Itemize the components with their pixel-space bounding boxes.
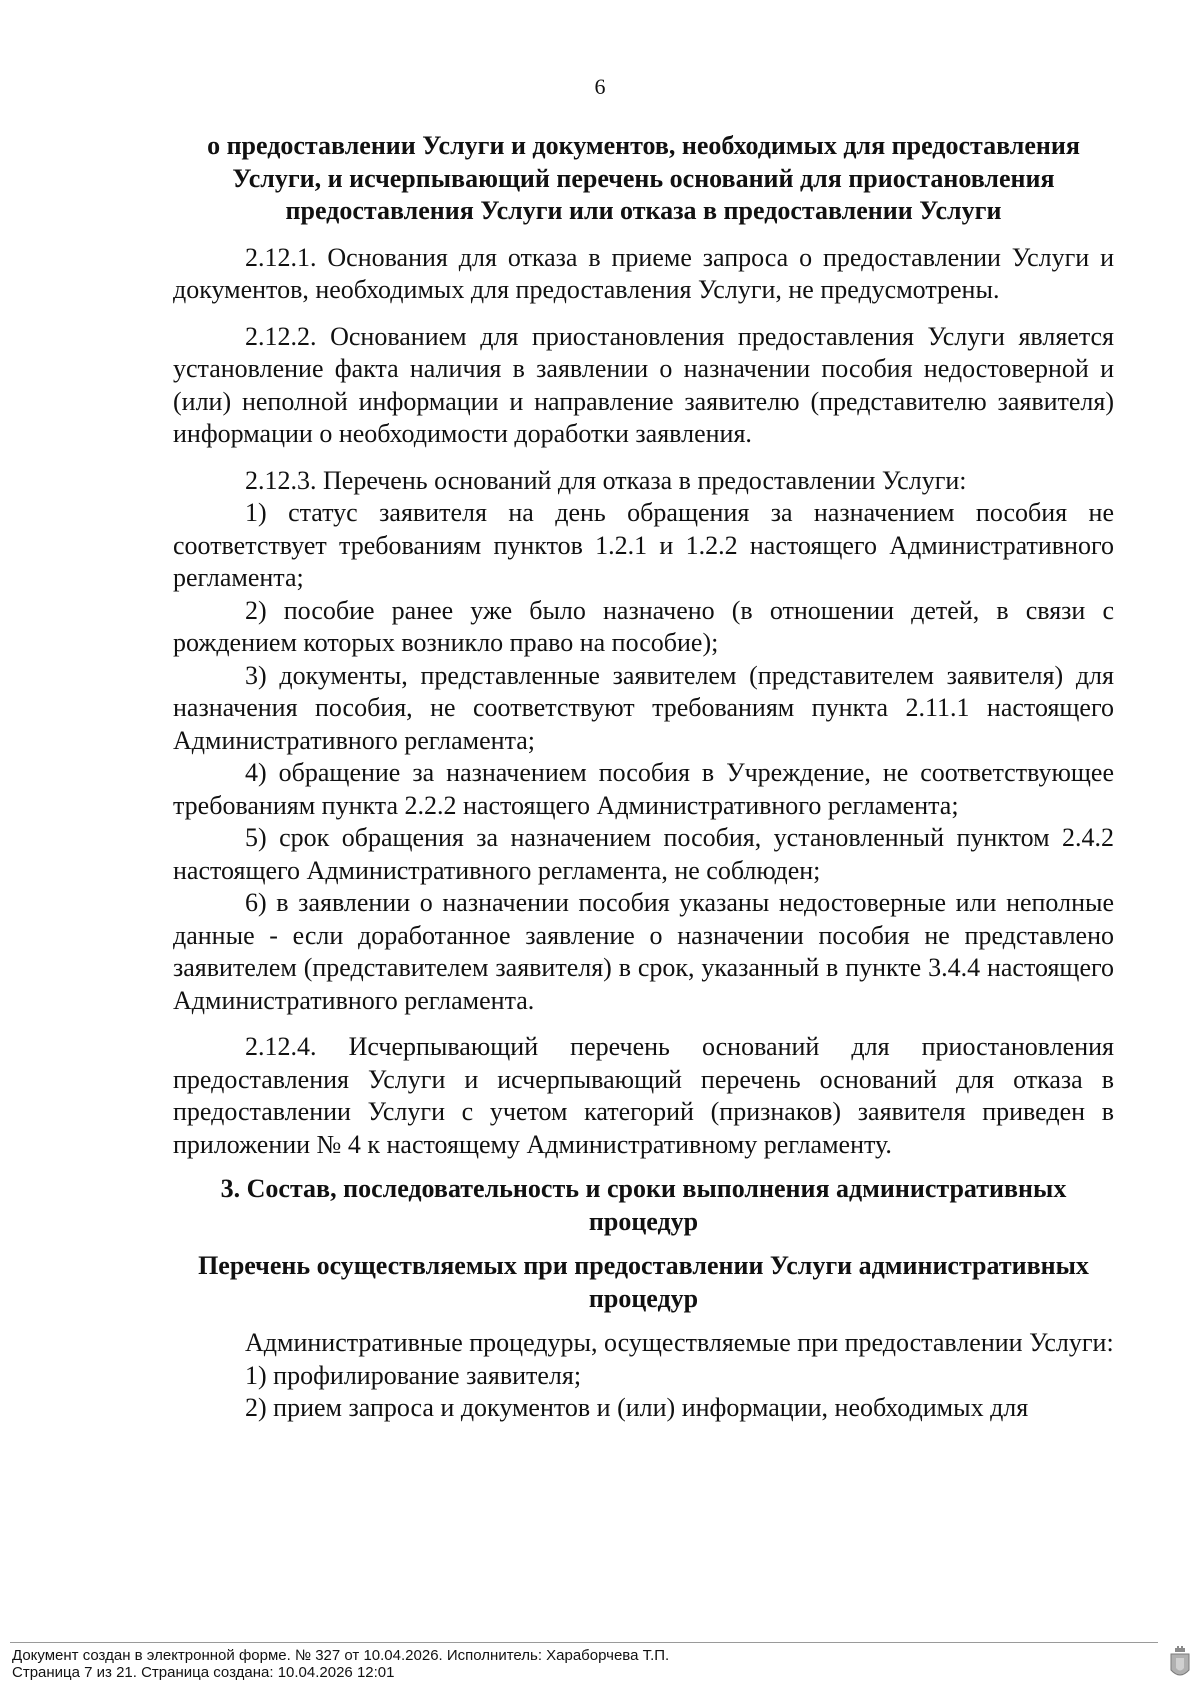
procedure-item-1: 1) профилирование заявителя; — [245, 1360, 582, 1390]
procedure-item-2: 2) прием запроса и документов и (или) информации, необходимых для — [245, 1393, 1029, 1422]
section-heading-grounds-for-refusal: о предоставлении Услуги и документов, необходимых для предоставления Услуги, и исчерпывающий перечень оснований для приостановления предоставления Услуги или отказа в предоставлении Услуги — [207, 131, 1080, 225]
list-item-1: 1) статус заявителя на день обращения за назначением пособия не соответствует требованиям пунктов 1.2.1 и 1.2.2 настоящего Административного регламента; — [173, 498, 1114, 592]
list-item-4: 4) обращение за назначением пособия в Учреждение, не соответствующее требованиям пункта 2.2.2 настоящего Административного регламента; — [173, 758, 1114, 820]
paragraph-2-12-2: 2.12.2. Основанием для приостановления предоставления Услуги является установление факта наличия в заявлении о назначении пособия недостоверной и (или) неполной информации и направление заявителю (представителю заявителя) информации о необходимости доработки заявления. — [173, 321, 1114, 448]
list-item-6: 6) в заявлении о назначении пособия указаны недостоверные или неполные данные - если доработанное заявление о назначении пособия не представлено заявителем (представителем заявителя) в срок, указанный в пункте 3.4.4 настоящего Административного регламента. — [173, 888, 1114, 1015]
paragraph-2-12-4: 2.12.4. Исчерпывающий перечень оснований для приостановления предоставления Услуги и исчерпывающий перечень оснований для отказа в предоставлении Услуги с учетом категорий (признаков) заявителя приведен в приложении № 4 к настоящему Административному регламенту. — [173, 1032, 1114, 1159]
document-body — [173, 130, 1114, 1425]
section-3-heading: 3. Состав, последовательность и сроки выполнения административных процедур — [220, 1174, 1067, 1236]
paragraph-2-12-1: 2.12.1. Основания для отказа в приеме запроса о предоставлении Услуги и документов, необходимых для предоставления Услуги, не предусмотрены. — [173, 242, 1114, 304]
subsection-heading: Перечень осуществляемых при предоставлении Услуги административных процедур — [198, 1251, 1089, 1313]
coat-of-arms-icon — [1168, 1646, 1192, 1682]
list-item-3: 3) документы, представленные заявителем (представителем заявителя) для назначения пособия, не соответствуют требованиям пункта 2.11.1 настоящего Административного регламента; — [173, 660, 1114, 755]
footer-page-info: Страница 7 из 21. Страница создана: 10.04.2026 12:01 — [12, 1664, 395, 1681]
procedures-intro: Административные процедуры, осуществляемые при предоставлении Услуги: — [245, 1328, 1114, 1357]
document-footer — [12, 1647, 1162, 1681]
paragraph-2-12-3: 2.12.3. Перечень оснований для отказа в предоставлении Услуги: — [245, 465, 967, 495]
footer-divider — [10, 1642, 1158, 1643]
list-item-2: 2) пособие ранее уже было назначено (в отношении детей, в связи с рождением которых возникло право на пособие); — [173, 595, 1114, 657]
list-item-5: 5) срок обращения за назначением пособия, установленный пунктом 2.4.2 настоящего Административного регламента, не соблюден; — [173, 823, 1114, 885]
page-number: 6 — [594, 74, 606, 99]
footer-document-info: Документ создан в электронной форме. № 327 от 10.04.2026. Исполнитель: Хараборчева Т.П. — [12, 1647, 670, 1664]
